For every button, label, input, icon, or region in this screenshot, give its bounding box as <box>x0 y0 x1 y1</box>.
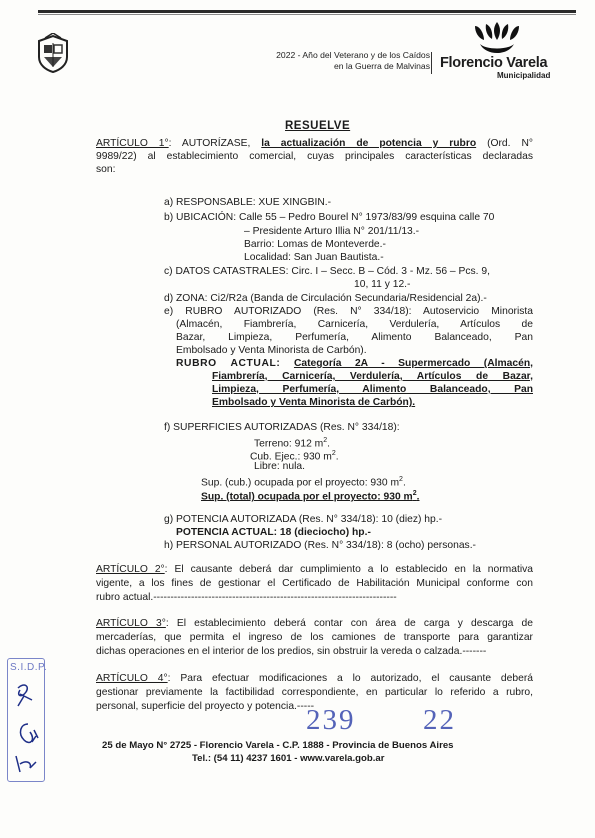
article-3-text: : El establecimiento deberá contar con área de carga y descarga de <box>165 618 533 629</box>
sup-cub-sup: 2 <box>399 476 403 483</box>
article-2-line-3: rubro actual.----------------------------------------------------------------------- <box>96 592 397 603</box>
article-3-line-1 <box>96 617 533 630</box>
rubro-actual-line-3: Limpieza, Perfumería, Alimento Balanceado, Pan <box>212 384 533 395</box>
rubro-actual-line-1 <box>176 357 533 370</box>
sup-total-text: Sup. (total) ocupada por el proyecto: 930 m <box>201 491 413 503</box>
crest-icon <box>36 33 70 73</box>
article-4-line-2: gestionar previamente la factibilidad correspondiente, en particular lo referido a rubro, <box>96 687 533 698</box>
article-2-line-2: vigente, a los fines de gestionar el Certificado de Habilitación Municipal conforme con <box>96 578 533 589</box>
rubro-actual-text-1: Categoría 2A - Supermercado (Almacén, <box>293 358 533 369</box>
item-d: d) ZONA: Ci2/R2a (Banda de Circulación Secundaria/Residencial 2a).- <box>164 293 487 304</box>
item-e-line-2: (Almacén, Fiambrería, Carnicería, Verdulería, Artículos de <box>176 319 533 330</box>
logo-subtitle: Municipalidad <box>497 71 551 80</box>
terreno-text: Terreno: 912 m <box>254 438 324 450</box>
article-1-line-3: son: <box>96 164 116 175</box>
article-4-text: : Para efectuar modificaciones a lo autorizado, el causante deberá <box>167 673 533 684</box>
item-h: h) PERSONAL AUTORIZADO (Res. N° 334/18): 8 (ocho) personas.- <box>164 540 476 551</box>
article-3-line-3: dichas operaciones en el interior de los predios, sin obstruir la vereda o calzada.------- <box>96 646 487 657</box>
slogan-line-1: 2022 - Año del Veterano y de los Caídos <box>276 50 430 60</box>
sup-total-end: . <box>416 491 420 503</box>
article-3-line-2: mercaderías, que permita el ingreso de los camiones de transporte para garantizar <box>96 632 533 643</box>
article-4-line-3: personal, superficie del proyecto y potencia.----- <box>96 701 315 712</box>
stamp-number-b: 22 <box>423 704 456 736</box>
handwritten-initials-icon <box>10 680 42 776</box>
logo-name: Florencio Varela <box>440 55 548 71</box>
article-4-label: ARTÍCULO 4° <box>96 673 168 684</box>
sup-cub-text: Sup. (cub.) ocupada por el proyecto: 930 m <box>201 477 400 489</box>
cub-ejec-end: . <box>335 451 339 463</box>
item-e-line-1: e) RUBRO AUTORIZADO (Res. N° 334/18): Autoservicio Minorista <box>164 306 533 317</box>
slogan-line-2: en la Guerra de Malvinas <box>333 61 430 71</box>
libre: Libre: nula. <box>254 461 305 472</box>
top-rule-thin <box>38 14 576 15</box>
sup-cub-end: . <box>402 477 406 489</box>
potencia-actual: POTENCIA ACTUAL: 18 (dieciocho) hp.- <box>176 527 371 538</box>
item-f: f) SUPERFICIES AUTORIZADAS (Res. N° 334/18): <box>164 422 400 433</box>
item-e-line-4: Embolsado y Venta Minorista de Carbón). <box>176 345 367 356</box>
stamp-number-a: 239 <box>306 704 356 736</box>
article-1-label: ARTÍCULO 1° <box>96 138 169 149</box>
page-title: RESUELVE <box>285 120 351 132</box>
footer-address: 25 de Mayo N° 2725 - Florencio Varela - C.P. 1888 - Provincia de Buenos Aires <box>102 740 454 751</box>
item-c-line-1: c) DATOS CATASTRALES: Circ. I – Secc. B – Cód. 3 - Mz. 56 – Pcs. 9, <box>164 266 490 277</box>
sup-total-sup: 2 <box>412 490 417 497</box>
terreno-end: . <box>327 438 331 450</box>
article-1-intro-c: (Ord. N° <box>476 138 533 149</box>
article-3-label: ARTÍCULO 3° <box>96 618 166 629</box>
slogan <box>230 50 430 72</box>
article-4-line-1 <box>96 672 533 685</box>
rubro-actual-line-2: Fiambrería, Carnicería, Verdulería, Artículos de Bazar, <box>212 371 533 382</box>
item-b-line-1: b) UBICACIÓN: Calle 55 – Pedro Bourel N° 1973/83/99 esquina calle 70 <box>164 212 495 223</box>
article-1-intro-a: : AUTORÍZASE, <box>168 138 262 149</box>
article-2-line-1 <box>96 563 533 576</box>
header-divider <box>431 52 432 74</box>
item-a: a) RESPONSABLE: XUE XINGBIN.- <box>164 197 332 208</box>
footer-contact: Tel.: (54 11) 4237 1601 - www.varela.gob.ar <box>192 753 385 764</box>
top-rule <box>38 10 576 13</box>
sup-total <box>201 487 419 504</box>
item-b-line-3: Barrio: Lomas de Monteverde.- <box>244 239 386 250</box>
item-b-line-4: Localidad: San Juan Bautista.- <box>244 252 384 263</box>
article-1-line-2: 9989/22) al establecimiento comercial, cuyas principales características declaradas <box>96 151 533 162</box>
rubro-actual-label: RUBRO ACTUAL: <box>176 358 281 369</box>
item-c-line-2: 10, 11 y 12.- <box>354 279 411 290</box>
rubro-actual-line-4: Embolsado y Venta Minorista de Carbón). <box>212 397 416 408</box>
cub-ejec-text: Cub. Ejec.: 930 m <box>250 451 332 463</box>
terreno-sup: 2 <box>323 437 328 444</box>
article-2-label: ARTÍCULO 2° <box>96 564 165 575</box>
item-b-line-2: – Presidente Arturo Illia N° 201/11/13.- <box>244 226 420 237</box>
sidp-label: S.I.D.P. <box>10 662 48 673</box>
article-1-line-1 <box>96 137 533 150</box>
municipal-logo-icon <box>470 22 524 58</box>
article-2-text: : El causante deberá dar cumplimiento a lo establecido en la normativa <box>164 564 533 575</box>
article-1-emphasis: la actualización de potencia y rubro <box>261 138 477 149</box>
item-e-line-3: Bazar, Limpieza, Perfumería, Alimento Balanceado, Pan <box>176 332 533 343</box>
cub-ejec-sup: 2 <box>331 450 336 457</box>
item-g: g) POTENCIA AUTORIZADA (Res. N° 334/18): 10 (diez) hp.- <box>164 514 443 525</box>
